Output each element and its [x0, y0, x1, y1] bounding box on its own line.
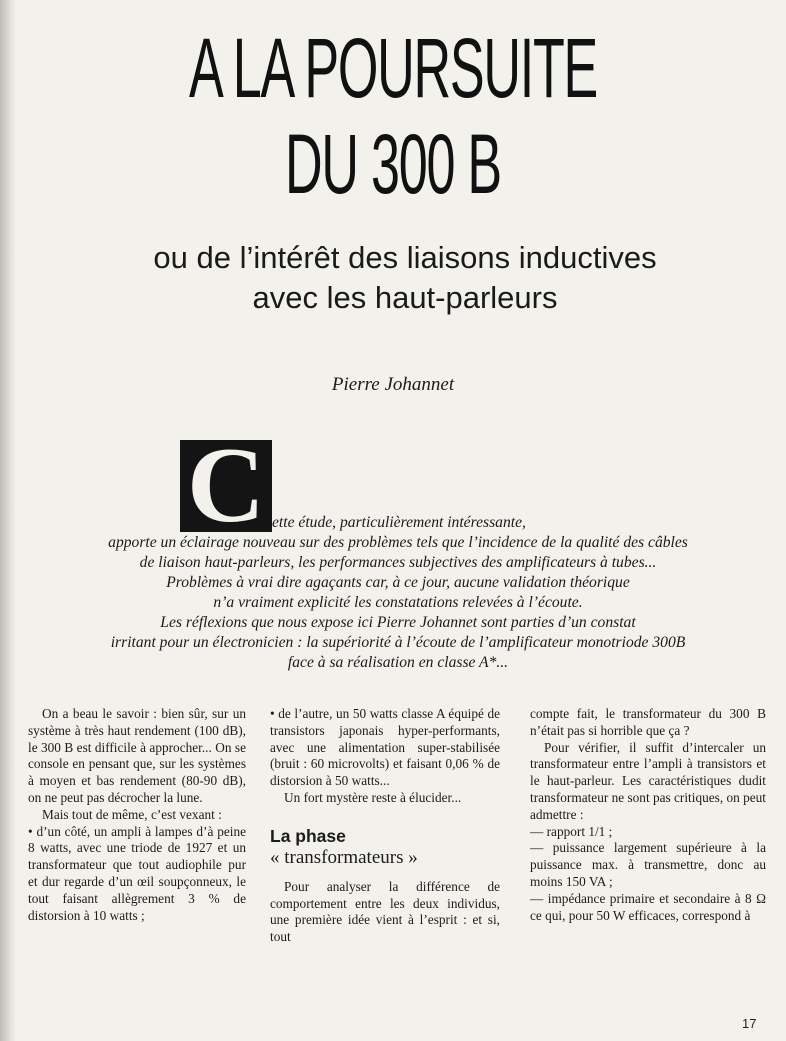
intro-line: face à sa réalisation en classe A*...: [287, 654, 509, 671]
section-heading-line-2: « transformateurs »: [270, 846, 418, 868]
paragraph: On a beau le savoir : bien sûr, sur un système à très haut rendement (100 dB), le 300 B est difficile à approcher... On se console en pensant que, sur les systèmes à moyen et bas rendement (80-90 dB), on ne peut pas décrocher la lune.: [28, 706, 246, 805]
paragraph: Un fort mystère reste à élucider...: [284, 789, 462, 805]
text-column-3: [530, 706, 766, 924]
intro-line: Les réflexions que nous expose ici Pierre Johannet sont parties d’un constat: [160, 614, 636, 631]
text-column-1: [28, 706, 246, 924]
article-title-line-1: A LA POURSUITE: [188, 21, 598, 115]
section-heading: [270, 825, 500, 869]
paragraph: Pour vérifier, il suffit d’intercaler un transformateur entre l’ampli à transistors et le haut-parleur. Les caractéristiques dudit transformateur ne sont pas critiques, on peut admettre :: [530, 739, 766, 822]
article-title-line-2: DU 300 B: [285, 117, 501, 211]
paragraph: compte fait, le transformateur du 300 B n’était pas si horrible que ça ?: [530, 706, 766, 738]
drop-cap: C: [180, 440, 272, 532]
intro-line: Problèmes à vrai dire agaçants car, à ce jour, aucune validation théorique: [166, 574, 630, 591]
intro-line: n’a vraiment explicité les constatations relevées à l’écoute.: [213, 594, 583, 611]
list-item: — rapport 1/1 ;: [530, 823, 613, 839]
section-heading-line-1: La phase: [270, 825, 346, 846]
list-item: — puissance largement supérieure à la puissance max. à transmettre, donc au moins 150 VA ;: [530, 840, 766, 889]
paragraph: • d’un côté, un ampli à lampes d’à peine 8 watts, avec une triode de 1927 et un transformateur que tout audiophile pur et dur regarde d’un œil soupçonneux, le tout faisant allègrement 3 % de distorsion à 10 watts ;: [28, 823, 246, 923]
article-subtitle-line-2: avec les haut-parleurs: [252, 280, 558, 315]
paragraph: Pour analyser la différence de comportement entre les deux individus, une première idée vient à l’esprit : et si, tout: [270, 878, 500, 945]
intro-line: irritant pour un électronicien : la supériorité à l’écoute de l’amplificateur monotriode 300B: [110, 634, 686, 651]
article-subtitle-line-1: ou de l’intérêt des liaisons inductives: [153, 240, 657, 275]
page-number: 17: [742, 1016, 757, 1031]
intro-line: ette étude, particulièrement intéressante,: [272, 514, 526, 531]
intro-line: apporte un éclairage nouveau sur des problèmes tels que l’incidence de la qualité des câbles: [108, 534, 688, 551]
intro-line: de liaison haut-parleurs, les performances subjectives des amplificateurs à tubes...: [139, 554, 657, 571]
list-item: — impédance primaire et secondaire à 8 Ω ce qui, pour 50 W efficaces, correspond à: [530, 890, 766, 923]
text-column-2: [270, 706, 500, 946]
author-name: Pierre Johannet: [331, 374, 455, 395]
paragraph: Mais tout de même, c’est vexant :: [42, 806, 222, 822]
paragraph: • de l’autre, un 50 watts classe A équipé de transistors japonais hyper-performants, avec une alimentation super-stabilisée (bruit : 60 microvolts) et faisant 0,06 % de distorsion à 50 watts...: [270, 706, 500, 789]
page-gutter-shadow: [0, 0, 16, 1041]
